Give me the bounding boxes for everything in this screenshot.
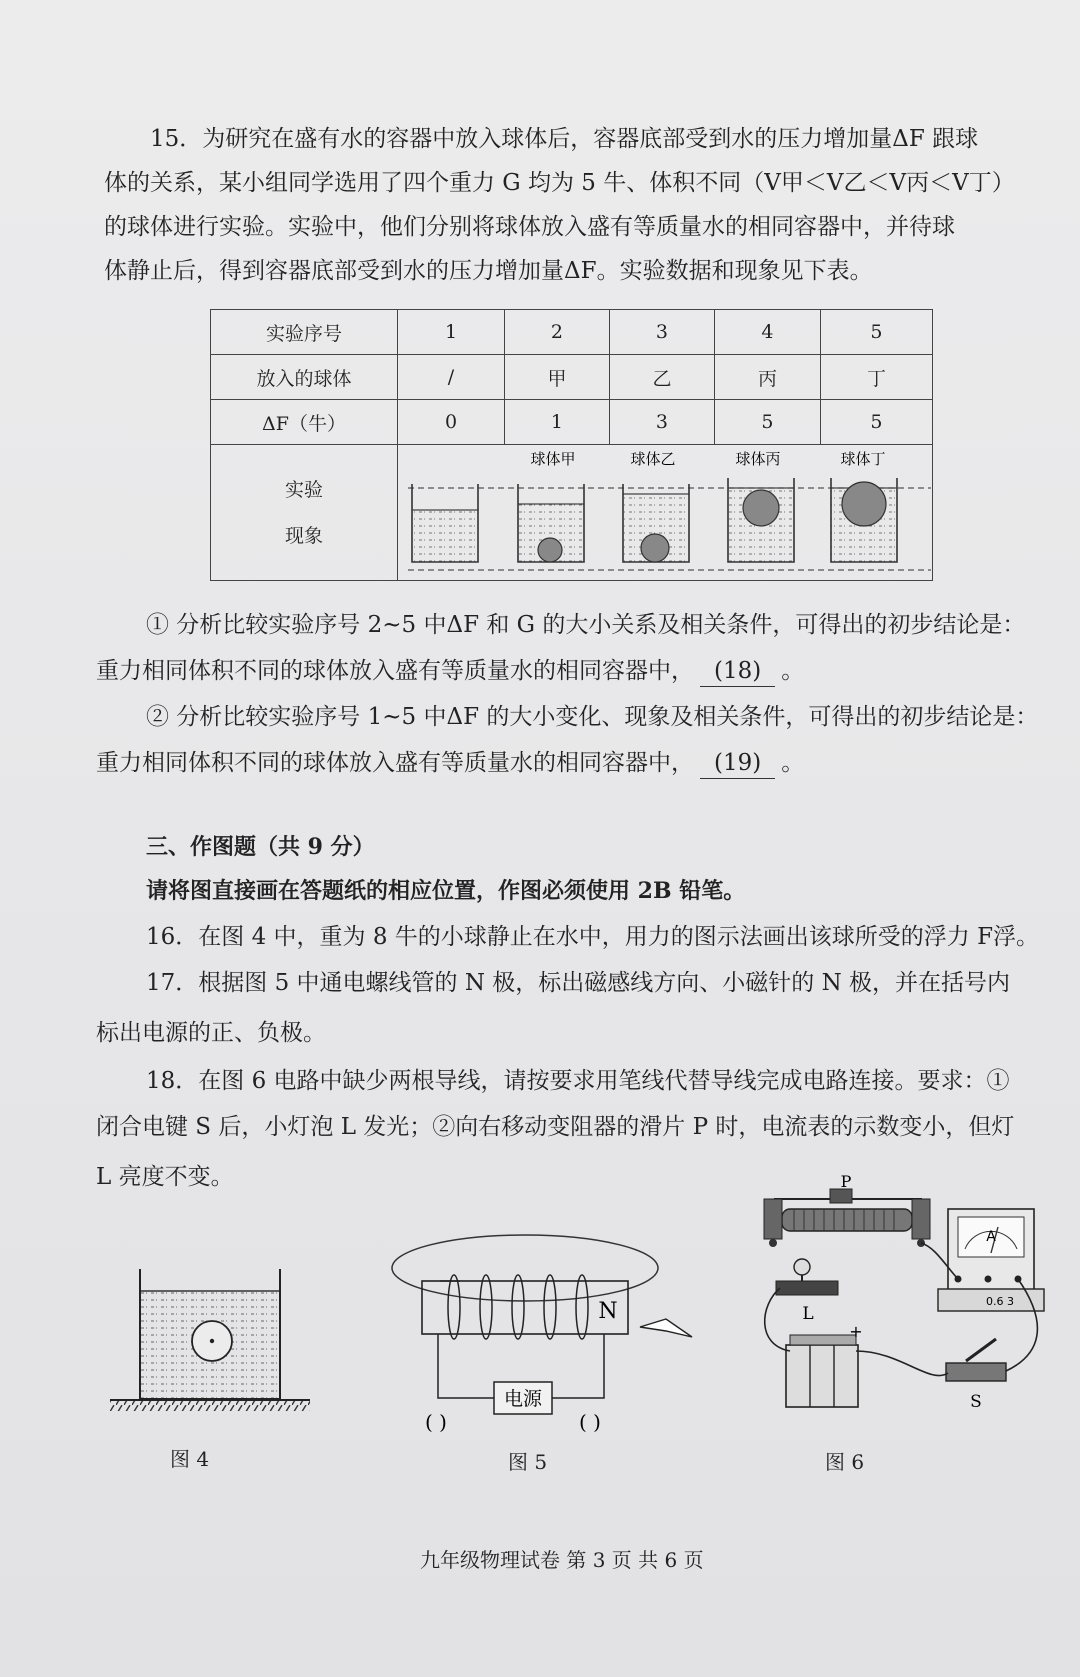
container-2: [518, 450, 584, 562]
table-row: [211, 400, 933, 445]
power-label: 电源: [503, 1388, 543, 1410]
table-cell: 3: [609, 310, 714, 355]
ball-ding: [842, 482, 886, 526]
table-cell: 1: [504, 400, 609, 445]
ball-label-2: 球体乙: [630, 450, 676, 468]
phenomenon-figure: [398, 446, 931, 579]
ball-label-3: 球体丙: [735, 450, 781, 468]
lamp: [776, 1259, 838, 1295]
q15-line1: 15．为研究在盛有水的容器中放入球体后，容器底部受到水的压力增加量ΔF 跟球: [150, 126, 979, 152]
table-cell: 2: [504, 310, 609, 355]
table-cell: 5: [820, 400, 932, 445]
ammeter-scale: 0.6 3: [986, 1295, 1014, 1308]
switch-s-label: S: [970, 1392, 982, 1412]
q15-sub1-end: 。: [781, 658, 805, 684]
q15-sub1-line2: [96, 658, 804, 687]
battery-plus-label: +: [849, 1322, 863, 1341]
answer-blank-19[interactable]: (19): [700, 750, 775, 779]
phenomenon-cell: [398, 445, 933, 581]
figure-5: [390, 1225, 710, 1435]
row-header-number: 实验序号: [211, 310, 398, 355]
experiment-table: [210, 309, 933, 581]
table-cell: 0: [398, 400, 505, 445]
table-row-phenomenon: [211, 445, 933, 581]
slider-p-label: P: [840, 1175, 852, 1191]
q17-line2: 标出电源的正、负极。: [96, 1020, 326, 1046]
ammeter-a-label: A: [986, 1229, 996, 1245]
row-header-phenomenon: [211, 445, 398, 581]
container-5: [831, 450, 897, 562]
section3-title: 三、作图题（共 9 分）: [146, 834, 375, 860]
container-4: [728, 450, 794, 562]
caption-figure-4: 图 4: [170, 1447, 210, 1471]
rheostat: [764, 1189, 930, 1247]
compass-needle: [640, 1319, 692, 1337]
phenomenon-header-1: 实验: [284, 478, 323, 501]
q16: 16．在图 4 中，重为 8 牛的小球静止在水中，用力的图示法画出该球所受的浮力 F浮。: [146, 924, 1040, 950]
ball-yi: [641, 534, 669, 562]
magnetic-field-loop: [392, 1235, 658, 1301]
figure-6: [760, 1175, 1060, 1435]
table-cell: 4: [714, 310, 820, 355]
section3-instruction: 请将图直接画在答题纸的相应位置，作图必须使用 2B 铅笔。: [146, 878, 746, 904]
table-cell: 丙: [714, 355, 820, 400]
q15-sub2-end: 。: [781, 750, 805, 776]
solenoid: [422, 1281, 628, 1334]
q15-sub2-text: 重力相同体积不同的球体放入盛有等质量水的相同容器中，: [96, 750, 694, 776]
table-cell: 5: [820, 310, 932, 355]
q15-sub2-line1: ② 分析比较实验序号 1~5 中ΔF 的大小变化、现象及相关条件，可得出的初步结论是：: [146, 704, 1039, 730]
answer-blank-18[interactable]: (18): [700, 658, 775, 687]
caption-figure-5: 图 5: [508, 1450, 548, 1474]
page-footer: 九年级物理试卷 第 3 页 共 6 页: [420, 1548, 704, 1572]
table-cell: 1: [398, 310, 505, 355]
table-cell: 3: [609, 400, 714, 445]
q15-sub2-line2: [96, 750, 804, 779]
q15-line2: 体的关系，某小组同学选用了四个重力 G 均为 5 牛、体积不同（V甲＜V乙＜V丙＜V丁）: [104, 170, 1015, 196]
q18-line2: 闭合电键 S 后，小灯泡 L 发光；②向右移动变阻器的滑片 P 时，电流表的示数变小，但灯: [96, 1114, 1015, 1140]
table-row: [211, 355, 933, 400]
row-header-delta-f: ΔF（牛）: [211, 400, 398, 445]
ball-jia: [538, 538, 562, 562]
q15-sub1-text: 重力相同体积不同的球体放入盛有等质量水的相同容器中，: [96, 658, 694, 684]
figure-4: [100, 1255, 320, 1425]
table-cell: 乙: [609, 355, 714, 400]
table-cell: /: [398, 355, 505, 400]
bracket-right: ( ): [579, 1410, 601, 1434]
container-3: [623, 450, 689, 562]
battery: [786, 1335, 858, 1407]
q17-line1: 17．根据图 5 中通电螺线管的 N 极，标出磁感线方向、小磁针的 N 极，并在括号内: [146, 970, 1011, 996]
q18-line3: L 亮度不变。: [96, 1164, 234, 1190]
container-1: [412, 484, 478, 562]
q15-sub1-line1: ① 分析比较实验序号 2~5 中ΔF 和 G 的大小关系及相关条件，可得出的初步结论是：: [146, 612, 1026, 638]
caption-figure-6: 图 6: [825, 1450, 865, 1474]
q15-line4: 体静止后，得到容器底部受到水的压力增加量ΔF。实验数据和现象见下表。: [104, 258, 873, 284]
ball-label-4: 球体丁: [840, 450, 886, 468]
row-header-ball: 放入的球体: [211, 355, 398, 400]
pole-n-label: N: [598, 1299, 618, 1324]
phenomenon-header-2: 现象: [284, 524, 323, 547]
q18-line1: 18．在图 6 电路中缺少两根导线，请按要求用笔线代替导线完成电路连接。要求：①: [146, 1068, 1010, 1094]
bracket-left: ( ): [425, 1410, 447, 1434]
table-cell: 丁: [820, 355, 932, 400]
table-cell: 甲: [504, 355, 609, 400]
switch-s: [946, 1339, 1006, 1381]
ball-label-1: 球体甲: [530, 450, 576, 468]
ball-bing: [743, 490, 779, 526]
q15-line3: 的球体进行实验。实验中，他们分别将球体放入盛有等质量水的相同容器中，并待球: [104, 214, 955, 240]
table-row: [211, 310, 933, 355]
table-cell: 5: [714, 400, 820, 445]
lamp-l-label: L: [802, 1304, 814, 1324]
